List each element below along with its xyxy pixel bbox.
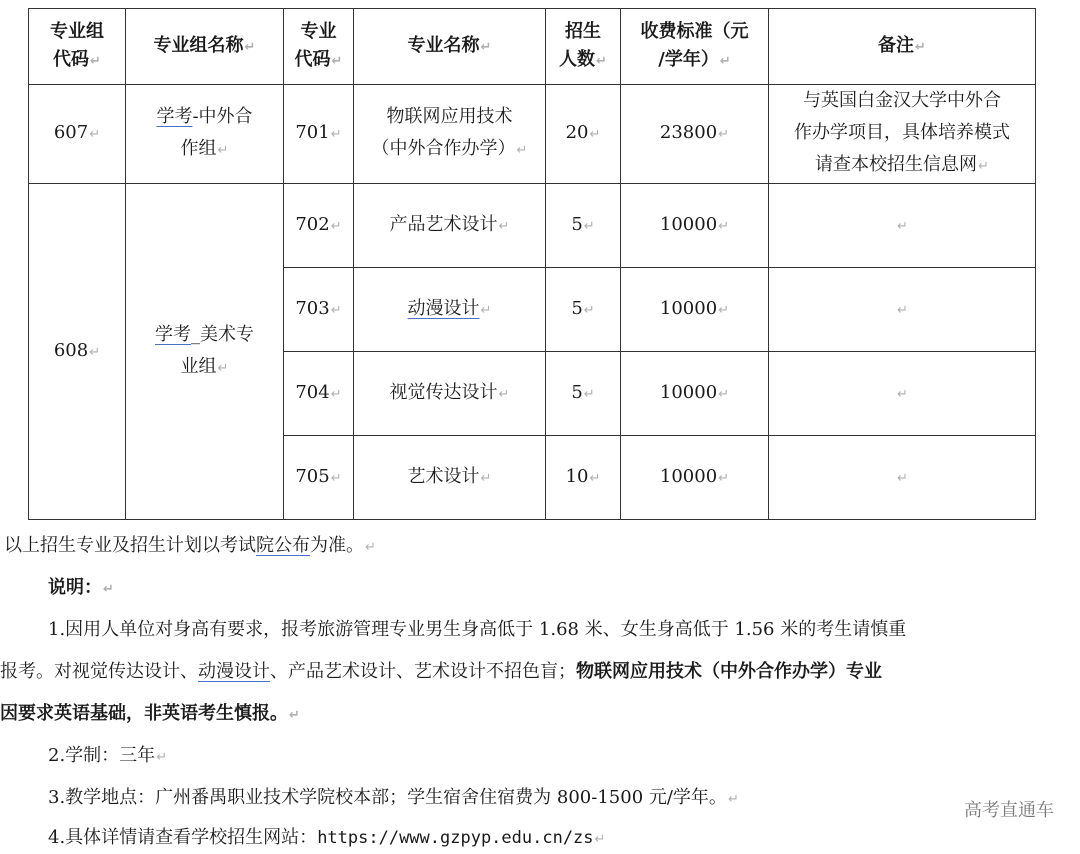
table-row <box>29 184 1036 268</box>
header-quota: 招生 人数↵ <box>546 9 621 85</box>
group-name-cell: 学考_美术专 业组↵ <box>126 184 284 520</box>
major-name-link: 动漫设计 <box>407 297 480 319</box>
major-name-cell: 艺术设计↵ <box>354 436 546 520</box>
remark-cell: ↵ <box>769 436 1036 520</box>
note-1-line-2: 报考。对视觉传达设计、动漫设计、产品艺术设计、艺术设计不招色盲；物联网应用技术（中外合作办学）专业 <box>0 661 882 682</box>
major-name-cell: 产品艺术设计↵ <box>354 184 546 268</box>
note-1-link: 动漫设计 <box>198 661 270 682</box>
fee-cell: 10000↵ <box>621 268 769 352</box>
header-major-name: 专业名称↵ <box>354 9 546 85</box>
major-name-cell: 物联网应用技术 （中外合作办学）↵ <box>354 85 546 184</box>
fee-cell: 23800↵ <box>621 85 769 184</box>
watermark: 高考直通车 <box>964 800 1054 821</box>
major-code-cell: 705↵ <box>284 436 354 520</box>
group-name-cell: 学考-中外合 作组↵ <box>126 85 284 184</box>
quota-cell: 5↵ <box>546 184 621 268</box>
remark-cell: ↵ <box>769 352 1036 436</box>
group-code-cell: 607↵ <box>29 85 126 184</box>
major-name-cell: 视觉传达设计↵ <box>354 352 546 436</box>
note-line: 以上招生专业及招生计划以考试院公布为准。↵ <box>4 535 376 556</box>
header-group-name: 专业组名称↵ <box>126 9 284 85</box>
remark-cell: 与英国白金汉大学中外合 作办学项目，具体培养模式 请查本校招生信息网↵ <box>769 85 1036 184</box>
major-code-cell: 703↵ <box>284 268 354 352</box>
fee-cell: 10000↵ <box>621 352 769 436</box>
major-code-cell: 701↵ <box>284 85 354 184</box>
quota-cell: 5↵ <box>546 268 621 352</box>
note-link: 院公布 <box>256 535 310 556</box>
quota-cell: 20↵ <box>546 85 621 184</box>
table-row <box>29 85 1036 184</box>
remark-cell: ↵ <box>769 184 1036 268</box>
remark-cell: ↵ <box>769 268 1036 352</box>
note-4: 4.具体详情请查看学校招生网站：https://www.gzpyp.edu.cn/zs↵ <box>48 827 606 848</box>
major-code-cell: 704↵ <box>284 352 354 436</box>
header-group-code: 专业组 代码↵ <box>29 9 126 85</box>
quota-cell: 5↵ <box>546 352 621 436</box>
admissions-url: https://www.gzpyp.edu.cn/zs <box>317 828 594 848</box>
group-name-link: 学考 <box>155 323 191 345</box>
table-header-row <box>29 9 1036 85</box>
note-2: 2.学制：三年↵ <box>48 745 168 766</box>
major-name-cell: 动漫设计↵ <box>354 268 546 352</box>
note-1-line-3: 因要求英语基础，非英语考生慎报。↵ <box>0 703 300 724</box>
note-1-line-1: 1.因用人单位对身高有要求，报考旅游管理专业男生身高低于 1.68 米、女生身高低于 1.56 米的考生请慎重 <box>48 619 907 640</box>
group-name-link: 学考 <box>156 106 193 127</box>
header-major-code: 专业 代码↵ <box>284 9 354 85</box>
notes-title: 说明：↵ <box>48 577 114 598</box>
fee-cell: 10000↵ <box>621 184 769 268</box>
header-fee: 收费标准（元 /学年）↵ <box>621 9 769 85</box>
quota-cell: 10↵ <box>546 436 621 520</box>
note-3: 3.教学地点：广州番禺职业技术学院校本部；学生宿舍住宿费为 800-1500 元/学年。↵ <box>48 787 739 808</box>
group-code-cell: 608↵ <box>29 184 126 520</box>
fee-cell: 10000↵ <box>621 436 769 520</box>
enrollment-table <box>28 8 1036 520</box>
major-code-cell: 702↵ <box>284 184 354 268</box>
header-remark: 备注↵ <box>769 9 1036 85</box>
